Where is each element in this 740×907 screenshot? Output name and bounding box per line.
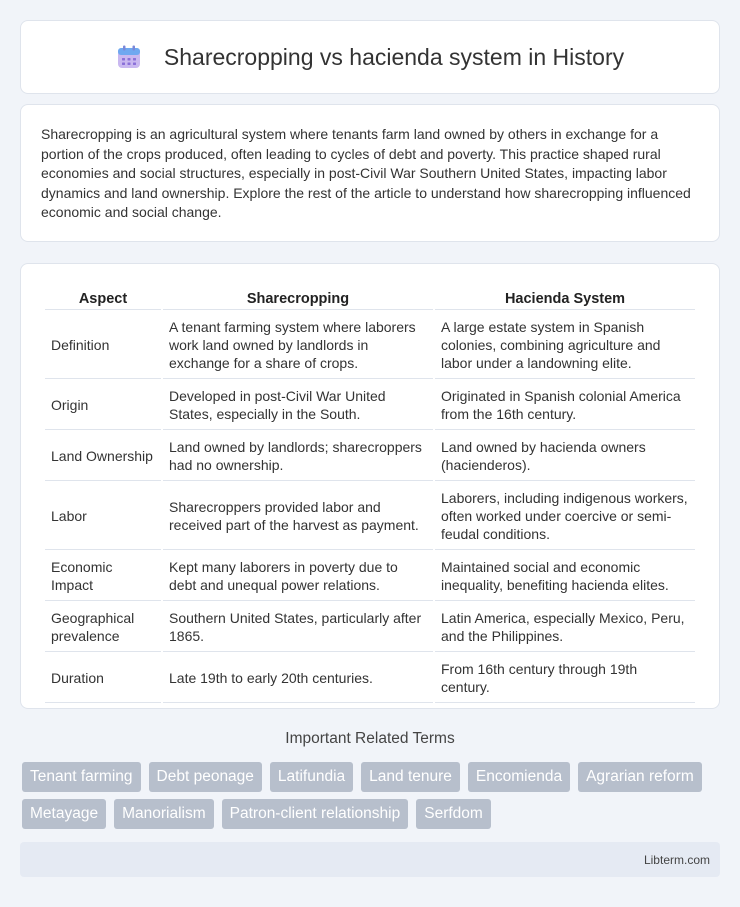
row-aspect: Definition bbox=[45, 312, 161, 379]
row-aspect: Duration bbox=[45, 654, 161, 703]
header-card bbox=[20, 20, 720, 94]
related-term-tag[interactable]: Patron-client relationship bbox=[222, 799, 409, 829]
related-term-tag[interactable]: Debt peonage bbox=[149, 762, 262, 792]
header-sharecropping: Sharecropping bbox=[163, 286, 433, 310]
related-term-tag[interactable]: Land tenure bbox=[361, 762, 460, 792]
related-term-tag[interactable]: Latifundia bbox=[270, 762, 353, 792]
table-row bbox=[45, 552, 695, 601]
related-term-tag[interactable]: Tenant farming bbox=[22, 762, 141, 792]
page-title: Sharecropping vs hacienda system in History bbox=[163, 43, 625, 70]
related-term-tag[interactable]: Manorialism bbox=[114, 799, 214, 829]
row-aspect: Geographical prevalence bbox=[45, 603, 161, 652]
calendar-icon bbox=[116, 44, 142, 70]
row-sharecropping: A tenant farming system where laborers work land owned by landlords in exchange for a share of crops. bbox=[163, 312, 433, 379]
row-sharecropping: Southern United States, particularly after 1865. bbox=[163, 603, 433, 652]
footer-site-link[interactable]: Libterm.com bbox=[643, 852, 710, 867]
row-hacienda: Maintained social and economic inequality, benefiting hacienda elites. bbox=[435, 552, 695, 601]
row-hacienda: From 16th century through 19th century. bbox=[435, 654, 695, 703]
row-aspect: Economic Impact bbox=[45, 552, 161, 601]
related-term-tag[interactable]: Encomienda bbox=[468, 762, 570, 792]
row-aspect: Origin bbox=[45, 381, 161, 430]
table-header-row bbox=[45, 286, 695, 310]
table-row bbox=[45, 381, 695, 430]
row-hacienda: Land owned by hacienda owners (hacienderos). bbox=[435, 432, 695, 481]
table-row bbox=[45, 603, 695, 652]
header-hacienda: Hacienda System bbox=[435, 286, 695, 310]
table-row bbox=[45, 312, 695, 379]
row-hacienda: Originated in Spanish colonial America from the 16th century. bbox=[435, 381, 695, 430]
row-aspect: Land Ownership bbox=[45, 432, 161, 481]
comparison-card bbox=[20, 263, 720, 709]
header-aspect: Aspect bbox=[45, 286, 161, 310]
row-sharecropping: Kept many laborers in poverty due to debt and unequal power relations. bbox=[163, 552, 433, 601]
row-sharecropping: Sharecroppers provided labor and received part of the harvest as payment. bbox=[163, 483, 433, 550]
related-terms-list bbox=[22, 762, 722, 829]
row-sharecropping: Land owned by landlords; sharecroppers had no ownership. bbox=[163, 432, 433, 481]
intro-card bbox=[20, 104, 720, 242]
row-aspect: Labor bbox=[45, 483, 161, 550]
comparison-table bbox=[43, 284, 697, 705]
row-hacienda: A large estate system in Spanish colonies, combining agriculture and labor under a landowning elite. bbox=[435, 312, 695, 379]
table-row bbox=[45, 483, 695, 550]
row-hacienda: Laborers, including indigenous workers, often worked under coercive or semi-feudal conditions. bbox=[435, 483, 695, 550]
related-term-tag[interactable]: Metayage bbox=[22, 799, 106, 829]
footer bbox=[20, 842, 720, 877]
row-hacienda: Latin America, especially Mexico, Peru, and the Philippines. bbox=[435, 603, 695, 652]
row-sharecropping: Developed in post-Civil War United States, especially in the South. bbox=[163, 381, 433, 430]
row-sharecropping: Late 19th to early 20th centuries. bbox=[163, 654, 433, 703]
table-row bbox=[45, 654, 695, 703]
related-term-tag[interactable]: Agrarian reform bbox=[578, 762, 702, 792]
intro-text: Sharecropping is an agricultural system where tenants farm land owned by others in exchange for a portion of the crops produced, often leading to cycles of debt and poverty. This practice shaped rural economies and social structures, especially in post-Civil War Southern United States, impacting labor dynamics and land ownership. Explore the rest of the article to understand how sharecropping influenced economic and social change. bbox=[41, 126, 691, 221]
related-terms-title: Important Related Terms bbox=[285, 730, 455, 747]
table-row bbox=[45, 432, 695, 481]
related-term-tag[interactable]: Serfdom bbox=[416, 799, 491, 829]
